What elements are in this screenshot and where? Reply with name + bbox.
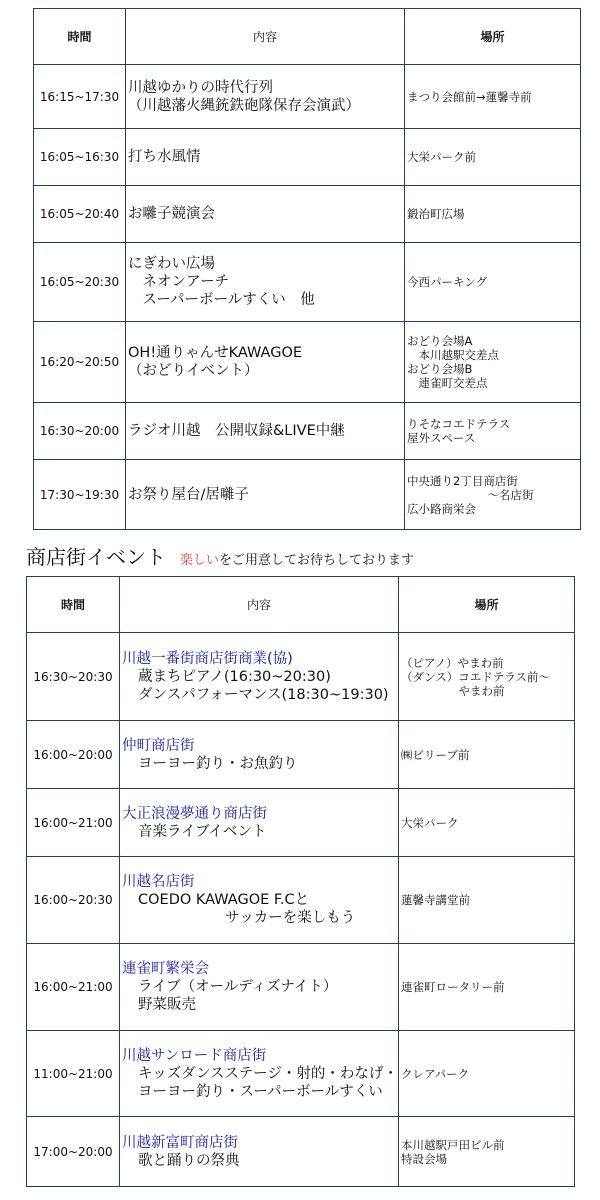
shopping-street-name: 川越一番街商店街商業(協): [122, 650, 293, 667]
event-place-line: （ピアノ）やまわ前: [401, 655, 504, 670]
section-title: 商店街イベント: [26, 545, 166, 569]
event-detail-line: ライブ（オールディズナイト）: [138, 979, 338, 995]
table-row: [27, 789, 575, 857]
event-place-line: 連雀町交差点: [407, 376, 488, 390]
event-place-line: おどり会場B: [407, 362, 473, 376]
event-time: 17:00~20:00: [27, 1117, 120, 1187]
event-time: 16:30~20:30: [27, 633, 120, 721]
event-time: 16:05~20:40: [34, 186, 126, 243]
section-subtitle-rest: をご用意してお待ちしております: [219, 553, 415, 568]
event-place: [399, 633, 575, 721]
shopping-street-name: 連雀町繁栄会: [122, 961, 209, 977]
event-content-line: 打ち水風情: [128, 149, 201, 165]
shopping-street-name: 仲町商店街: [122, 737, 195, 754]
event-content: [126, 460, 405, 530]
event-place: [399, 721, 575, 789]
event-place-line: 中央通り2丁目商店街: [407, 473, 518, 488]
event-detail-line: 音楽ライブイベント: [138, 823, 267, 840]
table-row: [34, 65, 581, 129]
event-place-line: 鍛治町広場: [407, 207, 465, 221]
table-row: [27, 1031, 575, 1117]
event-place-line: 大栄パーク: [401, 815, 459, 830]
event-content: [126, 403, 405, 460]
event-place: [399, 789, 575, 857]
event-detail-line: ヨーヨー釣り・スーパーボールすくい: [138, 1083, 383, 1100]
event-time: 16:15~17:30: [34, 65, 126, 129]
event-content: [120, 633, 399, 721]
event-place: [399, 857, 575, 944]
event-place: [405, 322, 581, 403]
event-time: 16:00~20:30: [27, 857, 120, 944]
event-place-line: 蓮馨寺講堂前: [401, 893, 470, 907]
table-row: [34, 186, 581, 243]
event-place-line: 今西パーキング: [407, 275, 488, 289]
event-place-line: ㈱ビリーブ前: [401, 747, 470, 762]
event-time: 16:00~21:00: [27, 944, 120, 1031]
event-detail-line: 野菜販売: [138, 997, 196, 1013]
event-place-line: 連雀町ロータリー前: [401, 980, 505, 994]
header-place: 場所: [405, 9, 581, 65]
event-time: 16:05~20:30: [34, 243, 126, 322]
shopping-street-name: 大正浪漫夢通り商店街: [122, 805, 267, 822]
event-time: 16:05~16:30: [34, 129, 126, 186]
event-place: [405, 403, 581, 460]
event-content: [126, 129, 405, 186]
event-content: [126, 322, 405, 403]
event-place: [399, 944, 575, 1031]
event-content: [126, 243, 405, 322]
event-time: 17:30~19:30: [34, 460, 126, 530]
table-row: [34, 129, 581, 186]
festival-schedule-table: [33, 8, 581, 530]
event-time: 16:00~20:00: [27, 721, 120, 789]
event-place-line: 特設会場: [401, 1151, 447, 1166]
event-place: [405, 129, 581, 186]
event-place-line: 本川越駅戸田ビル前: [401, 1137, 505, 1152]
header-time: 時間: [34, 9, 126, 65]
event-content: [120, 721, 399, 789]
event-content-line: お囃子競演会: [128, 206, 215, 222]
event-time: 11:00~21:00: [27, 1031, 120, 1117]
event-place-line: 広小路商栄会: [407, 501, 476, 516]
event-content: [120, 857, 399, 944]
event-place: [399, 1031, 575, 1117]
event-content: [126, 186, 405, 243]
event-place-line: まつり会館前→蓮馨寺前: [407, 89, 532, 104]
table-row: [27, 633, 575, 721]
event-time: 16:00~21:00: [27, 789, 120, 857]
section-subtitle: [180, 553, 414, 568]
event-detail-line: キッズダンスステージ・射的・わなげ・: [138, 1065, 398, 1082]
event-place-line: 屋外スペース: [407, 431, 476, 445]
table-row: [27, 944, 575, 1031]
event-detail-line: サッカーを楽しもう: [138, 910, 356, 926]
event-place-line: りそなコエドテラス: [407, 417, 511, 431]
event-content-line: （川越藩火縄銃鉄砲隊保存会演武）: [128, 97, 360, 114]
event-detail-line: 蔵まちピアノ(16:30~20:30): [138, 668, 331, 685]
event-place: [405, 65, 581, 129]
event-content-line: （おどりイベント）: [128, 363, 259, 379]
table-row: [27, 857, 575, 944]
header-content: 内容: [126, 9, 405, 65]
shopping-street-section-heading: [26, 541, 414, 570]
event-content-line: OH!通りゃんせKAWAGOE: [128, 345, 303, 361]
event-place-line: （ダンス）コエドテラス前〜: [401, 669, 550, 684]
event-content-line: にぎわい広場: [128, 256, 215, 272]
event-content: [126, 65, 405, 129]
event-place-line: おどり会場A: [407, 334, 473, 348]
table-row: [34, 403, 581, 460]
shopping-street-name: 川越サンロード商店街: [122, 1047, 267, 1064]
event-detail-line: ヨーヨー釣り・お魚釣り: [138, 755, 298, 772]
event-content-line: 川越ゆかりの時代行列: [128, 79, 273, 96]
table-row: [27, 1117, 575, 1187]
event-content: [120, 944, 399, 1031]
table-row: [34, 460, 581, 530]
event-place-line: クレアパーク: [401, 1066, 470, 1081]
header-place: 場所: [399, 577, 575, 633]
event-detail-line: ダンスパフォーマンス(18:30~19:30): [138, 686, 389, 703]
event-content-line: お祭り屋台/居囃子: [128, 486, 249, 503]
event-content: [120, 1117, 399, 1187]
event-detail-line: COEDO KAWAGOE F.Cと: [138, 892, 310, 908]
event-time: 16:20~20:50: [34, 322, 126, 403]
event-content-line: ネオンアーチ: [128, 274, 230, 290]
event-place-line: 本川越駅交差点: [407, 348, 499, 362]
table-row: [34, 322, 581, 403]
shopping-street-name: 川越新富町商店街: [122, 1134, 238, 1151]
header-time: 時間: [27, 577, 120, 633]
shopping-street-events-table: [26, 576, 575, 1187]
event-place: [405, 460, 581, 530]
table-header-row: [34, 9, 581, 65]
event-place: [399, 1117, 575, 1187]
table-header-row: [27, 577, 575, 633]
event-place-line: 大栄パーク前: [407, 150, 476, 164]
event-place: [405, 186, 581, 243]
event-content: [120, 1031, 399, 1117]
event-content-line: スーパーボールすくい 他: [128, 292, 315, 308]
event-content: [120, 789, 399, 857]
event-content-line: ラジオ川越 公開収録&LIVE中継: [128, 423, 345, 439]
event-time: 16:30~20:00: [34, 403, 126, 460]
table-row: [34, 243, 581, 322]
event-place: [405, 243, 581, 322]
section-highlight: 楽しい: [180, 553, 220, 568]
header-content: 内容: [120, 577, 399, 633]
event-place-line: 〜名店街: [407, 487, 534, 502]
event-place-line: やまわ前: [401, 683, 505, 698]
shopping-street-name: 川越名店街: [122, 874, 195, 890]
table-row: [27, 721, 575, 789]
event-detail-line: 歌と踊りの祭典: [138, 1152, 240, 1169]
